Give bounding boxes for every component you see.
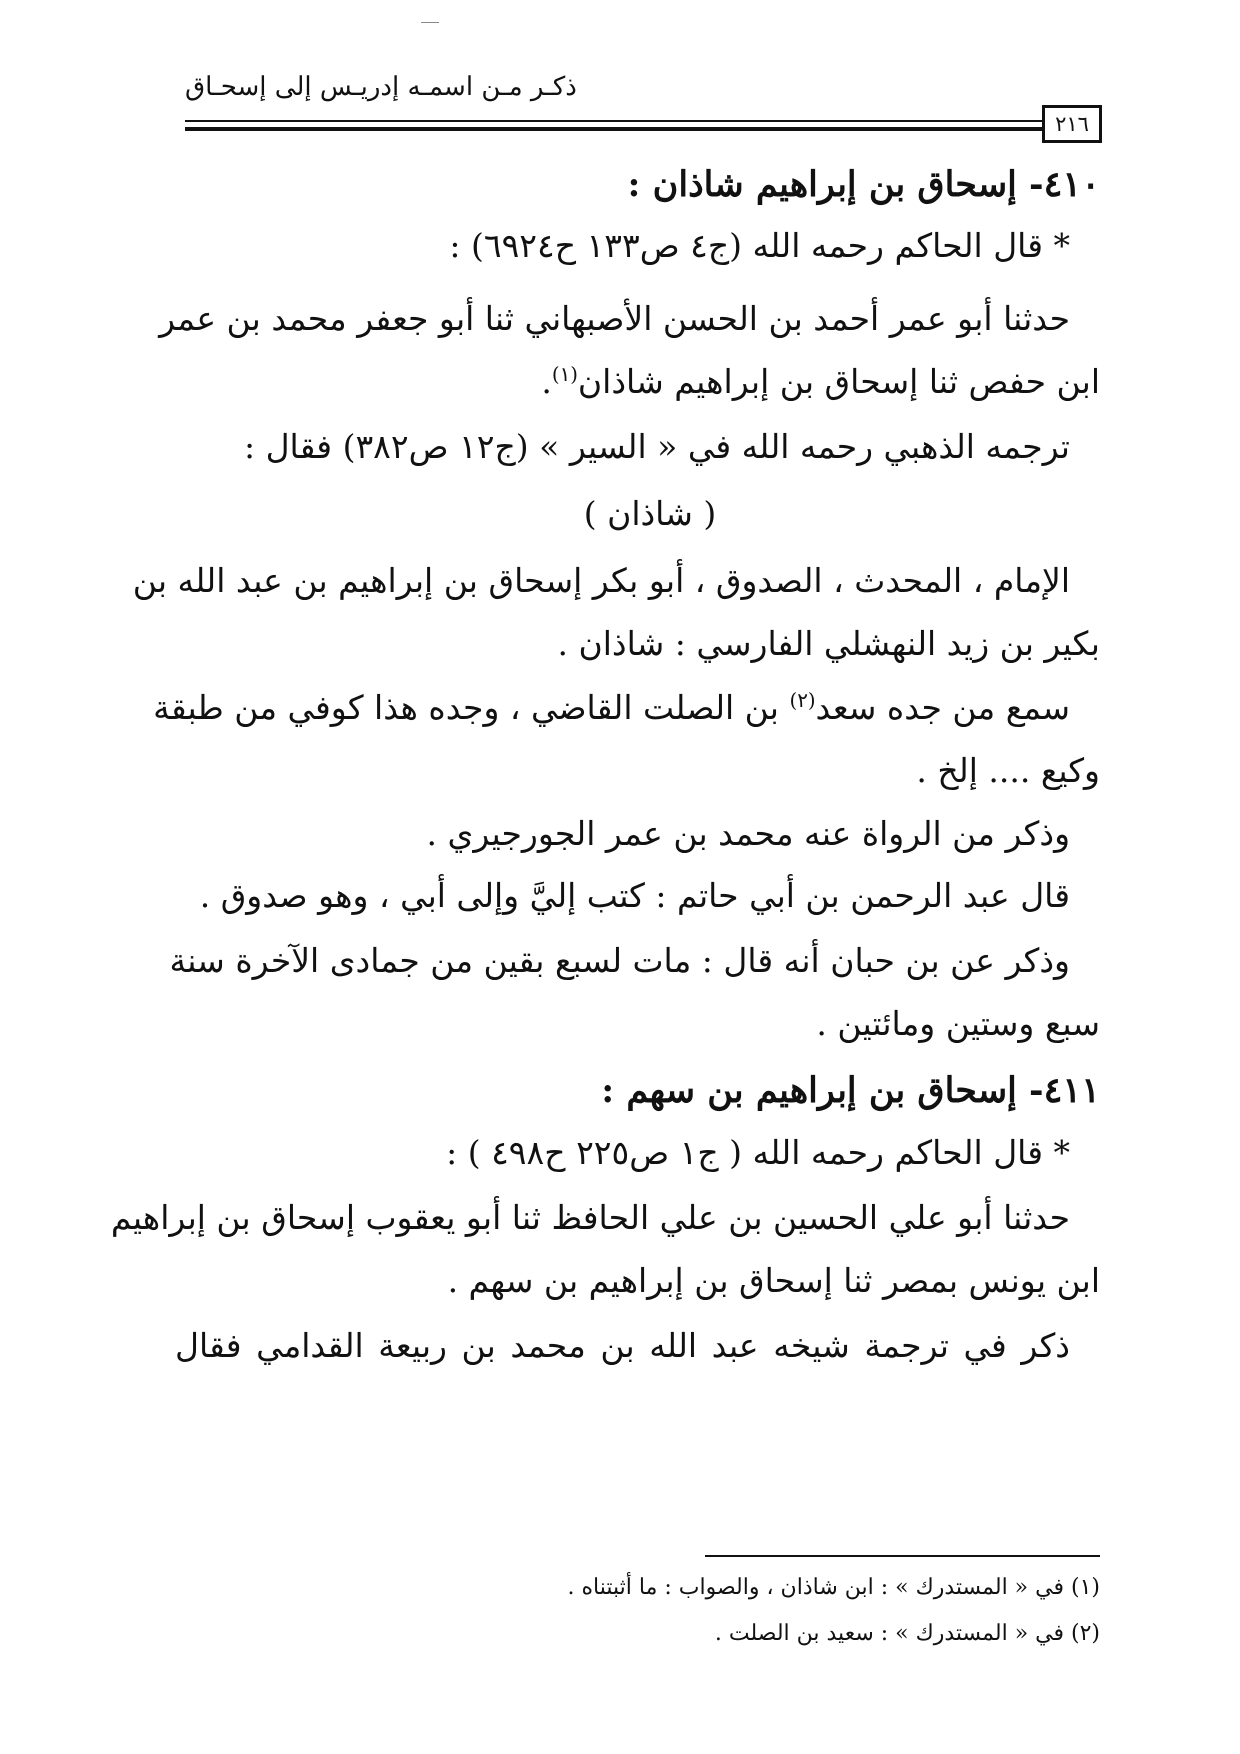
- body-line: ذكر في ترجمة شيخه عبد الله بن محمد بن ربيعة القدامي فقال: [175, 1326, 1070, 1365]
- body-line: بكير بن زيد النهشلي الفارسي : شاذان .: [557, 624, 1100, 663]
- scan-mark: [421, 22, 439, 23]
- source-citation: * قال الحاكم رحمه الله (ج٤ ص١٣٣ ح٦٩٢٤) :: [449, 226, 1070, 265]
- footnote-ref: (٢): [789, 689, 816, 712]
- body-line: وكيع .... إلخ .: [916, 751, 1100, 790]
- page-number: ٢١٦: [1042, 105, 1102, 143]
- entry-heading-410: ٤١٠- إسحاق بن إبراهيم شاذان :: [627, 164, 1100, 205]
- body-text: .: [541, 362, 552, 401]
- body-line: [541, 356, 1100, 408]
- body-line: وذكر من الرواة عنه محمد بن عمر الجورجيري .: [426, 814, 1070, 853]
- footnote-ref: (١): [551, 363, 578, 386]
- body-line: سبع وستين ومائتين .: [816, 1004, 1100, 1043]
- body-text: سمع من جده سعد: [815, 688, 1070, 727]
- body-text: بن الصلت القاضي ، وجده هذا كوفي من طبقة: [153, 688, 790, 727]
- source-citation: * قال الحاكم رحمه الله ( ج١ ص٢٢٥ ح٤٩٨ ) :: [446, 1133, 1070, 1172]
- body-text: ابن حفص ثنا إسحاق بن إبراهيم شاذان: [577, 362, 1100, 401]
- entry-heading-411: ٤١١- إسحاق بن إبراهيم بن سهم :: [601, 1070, 1100, 1111]
- running-header-title: ذكـر مـن اسمـه إدريـس إلى إسحـاق: [185, 72, 577, 102]
- footnote-separator: [705, 1555, 1100, 1557]
- footnote-2: (٢) في « المستدرك » : سعيد بن الصلت .: [714, 1621, 1100, 1646]
- subject-name: ( شاذان ): [583, 494, 717, 533]
- body-line: قال عبد الرحمن بن أبي حاتم : كتب إليَّ وإلى أبي ، وهو صدوق .: [199, 876, 1070, 915]
- body-line: [153, 682, 1070, 734]
- header-rule-thick: [185, 127, 1092, 131]
- body-line: الإمام ، المحدث ، الصدوق ، أبو بكر إسحاق بن إبراهيم بن عبد الله بن: [132, 561, 1070, 600]
- body-line: حدثنا أبو عمر أحمد بن الحسن الأصبهاني ثنا أبو جعفر محمد بن عمر: [159, 299, 1070, 338]
- body-line: حدثنا أبو علي الحسين بن علي الحافظ ثنا أبو يعقوب إسحاق بن إبراهيم: [110, 1198, 1070, 1237]
- body-line: ترجمه الذهبي رحمه الله في « السير » (ج١٢ ص٣٨٢) فقال :: [243, 427, 1070, 466]
- header-rule-thin: [185, 120, 1092, 122]
- body-line: ابن يونس بمصر ثنا إسحاق بن إبراهيم بن سهم .: [447, 1261, 1100, 1300]
- footnote-1: (١) في « المستدرك » : ابن شاذان ، والصواب : ما أثبتناه .: [567, 1575, 1100, 1600]
- body-line: وذكر عن بن حبان أنه قال : مات لسبع بقين من جمادى الآخرة سنة: [169, 941, 1070, 980]
